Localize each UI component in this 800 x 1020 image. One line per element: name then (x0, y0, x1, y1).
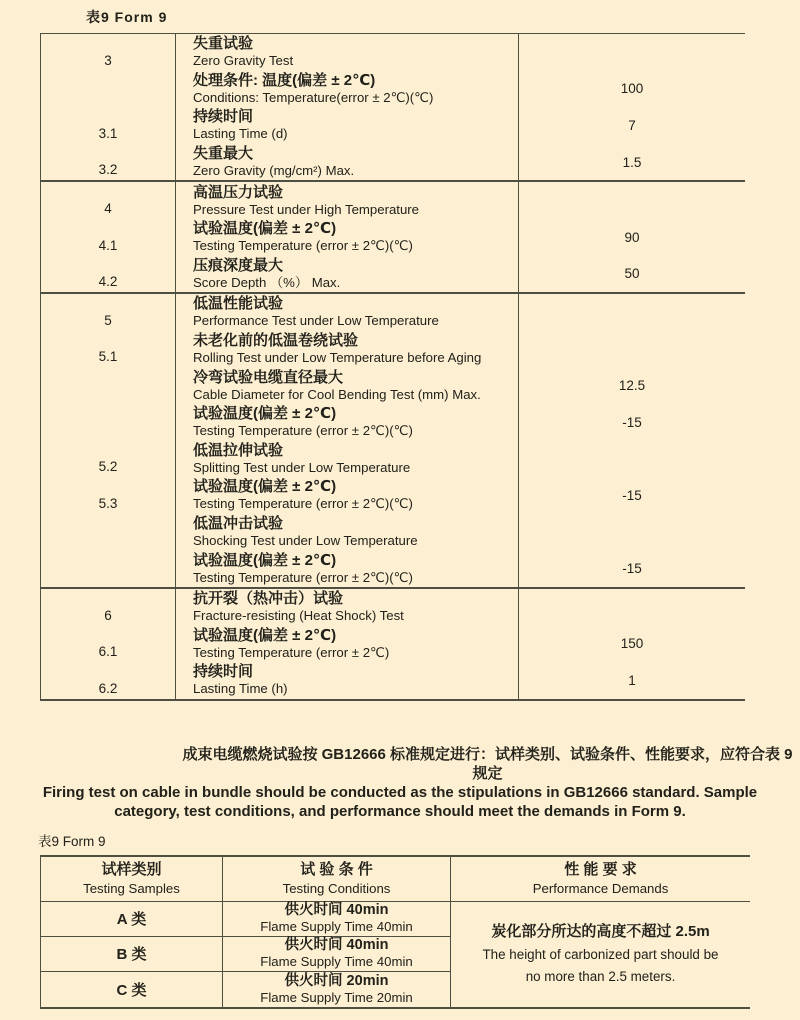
table-row (41, 404, 745, 441)
header-zh: 性 能 要 求 (564, 861, 637, 879)
table-row (41, 256, 745, 293)
form9-top-title: 表9 Form 9 (86, 9, 168, 25)
test-desc (176, 71, 519, 108)
firing-test-note-zh: 成束电缆燃烧试验按 GB12666 标准规定进行：试样类别、试验条件、性能要求，应符合表 9 规定 (182, 745, 793, 782)
firing-test-note-en-line1: Firing test on cable in bundle should be conducted as the stipulations in GB12666 standard. Sample (42, 783, 758, 801)
test-desc (176, 107, 519, 144)
table-row (41, 662, 745, 699)
row-value (519, 182, 745, 219)
table-row (41, 144, 745, 181)
row-value: 1 (628, 672, 636, 688)
test-desc (176, 589, 519, 626)
test-desc (176, 550, 519, 587)
form9-lower-title: 表9 Form 9 (38, 833, 106, 849)
table-row (41, 972, 451, 1007)
condition-cell (223, 937, 451, 971)
test-requirements-table (40, 33, 745, 701)
condition-zh: 供火时间 20min (284, 972, 389, 989)
row-value (519, 441, 745, 478)
row-value: 90 (624, 229, 640, 245)
test-desc-zh: 低温性能试验 (193, 295, 284, 313)
condition-zh: 供火时间 40min (284, 902, 389, 919)
row-value: 100 (620, 81, 644, 97)
table-row (41, 902, 451, 937)
row-value (519, 514, 745, 551)
header-en: Testing Conditions (282, 881, 391, 897)
row-number: 3.2 (41, 144, 176, 181)
test-desc (176, 331, 519, 368)
row-number: 5.2 (41, 441, 176, 478)
firing-test-note (0, 745, 800, 821)
table-row (41, 182, 745, 219)
test-desc-zh: 未老化前的低温卷绕试验 (193, 332, 359, 350)
row-number: 3 (41, 34, 176, 71)
condition-en: Flame Supply Time 40min (260, 919, 413, 935)
sample-class-cell: A 类 (41, 902, 223, 936)
test-desc-zh: 失重最大 (193, 145, 254, 163)
sample-condition-rows (41, 902, 451, 1007)
test-desc-en: Conditions: Temperature(error ± 2℃)(℃) (193, 89, 434, 105)
table-row (41, 550, 745, 587)
row-number: 5.3 (41, 477, 176, 514)
row-number: 5 (41, 294, 176, 331)
row-value: 12.5 (618, 378, 646, 394)
test-desc (176, 404, 519, 441)
test-desc (176, 514, 519, 551)
table-row (41, 589, 745, 626)
test-desc-en: Cable Diameter for Cool Bending Test (mm) Max. (193, 386, 481, 402)
test-desc-en: Zero Gravity (mg/cm²) Max. (193, 163, 355, 179)
table-row (41, 937, 451, 972)
row-value (519, 589, 745, 626)
header-zh: 试 验 条 件 (300, 861, 373, 879)
row-value (519, 34, 745, 71)
table-row (41, 367, 745, 404)
row-number (41, 367, 176, 404)
header-testing-conditions (223, 857, 451, 901)
row-value: 7 (628, 117, 636, 133)
table-row (41, 34, 745, 71)
test-desc-en: Zero Gravity Test (193, 53, 294, 69)
test-desc-zh: 试验温度(偏差 ± 2℃) (193, 405, 337, 423)
row-number (41, 404, 176, 441)
test-desc-en: Testing Temperature (error ± 2℃) (193, 644, 390, 660)
table-section-4 (41, 182, 745, 294)
test-desc-en: Testing Temperature (error ± 2℃)(℃) (193, 238, 413, 254)
test-desc-zh: 试验温度(偏差 ± 2℃) (193, 626, 337, 644)
performance-zh: 炭化部分所达的高度不超过 2.5m (491, 923, 710, 941)
row-value (519, 331, 745, 368)
test-desc (176, 256, 519, 293)
test-desc-zh: 试验温度(偏差 ± 2℃) (193, 478, 337, 496)
row-value: -15 (622, 487, 642, 503)
row-number (41, 71, 176, 108)
table-row (41, 441, 745, 478)
table-row (41, 107, 745, 144)
test-desc-en: Testing Temperature (error ± 2℃)(℃) (193, 496, 413, 512)
row-number: 6.1 (41, 626, 176, 663)
test-desc (176, 34, 519, 71)
test-desc (176, 367, 519, 404)
row-value: 50 (624, 266, 640, 282)
performance-en-line2: no more than 2.5 meters. (525, 969, 676, 985)
firing-test-table-body (41, 902, 750, 1007)
table-row (41, 331, 745, 368)
test-desc-zh: 高温压力试验 (193, 183, 284, 201)
test-desc-en: Fracture-resisting (Heat Shock) Test (193, 608, 404, 624)
row-value: -15 (622, 414, 642, 430)
condition-cell (223, 972, 451, 1007)
row-value (519, 294, 745, 331)
test-desc-en: Rolling Test under Low Temperature before Aging (193, 350, 482, 366)
row-number: 4 (41, 182, 176, 219)
sample-class-cell: C 类 (41, 972, 223, 1007)
row-value: 1.5 (622, 154, 642, 170)
test-desc-en: Lasting Time (d) (193, 126, 288, 142)
test-desc-en: Performance Test under Low Temperature (193, 313, 439, 329)
table-section-5 (41, 294, 745, 589)
condition-cell (223, 902, 451, 936)
row-number: 6.2 (41, 662, 176, 699)
header-en: Testing Samples (83, 881, 180, 897)
header-en: Performance Demands (532, 881, 669, 897)
test-desc-zh: 压痕深度最大 (193, 256, 284, 274)
test-desc-en: Testing Temperature (error ± 2℃)(℃) (193, 423, 413, 439)
table-section-3 (41, 34, 745, 182)
test-desc-zh: 处理条件: 温度(偏差 ± 2℃) (193, 71, 376, 89)
row-value: -15 (622, 561, 642, 577)
test-desc (176, 662, 519, 699)
table-row (41, 294, 745, 331)
row-value: 150 (620, 636, 644, 652)
test-desc-zh: 持续时间 (193, 108, 254, 126)
test-desc-zh: 持续时间 (193, 663, 254, 681)
table-row (41, 626, 745, 663)
firing-test-table (40, 855, 750, 1009)
row-number: 4.2 (41, 256, 176, 293)
test-desc-en: Splitting Test under Low Temperature (193, 459, 411, 475)
header-zh: 试样类别 (101, 861, 162, 879)
test-desc-en: Lasting Time (h) (193, 681, 288, 697)
row-number: 4.1 (41, 219, 176, 256)
table-row (41, 477, 745, 514)
header-testing-samples (41, 857, 223, 901)
test-desc-zh: 低温冲击试验 (193, 515, 284, 533)
test-desc-zh: 冷弯试验电缆直径最大 (193, 368, 344, 386)
table-row (41, 514, 745, 551)
sample-class-cell: B 类 (41, 937, 223, 971)
table-row (41, 71, 745, 108)
row-number: 5.1 (41, 331, 176, 368)
table-section-6 (41, 589, 745, 701)
test-desc (176, 219, 519, 256)
header-performance-demands (451, 857, 750, 901)
performance-en-line1: The height of carbonized part should be (482, 947, 719, 963)
firing-test-note-en-line2: category, test conditions, and performance should meet the demands in Form 9. (114, 802, 686, 820)
row-number: 6 (41, 589, 176, 626)
test-desc (176, 182, 519, 219)
firing-test-table-header (41, 857, 750, 902)
condition-en: Flame Supply Time 40min (260, 954, 413, 970)
test-desc-zh: 试验温度(偏差 ± 2℃) (193, 220, 337, 238)
test-desc-zh: 抗开裂（热冲击）试验 (193, 590, 344, 608)
test-desc-zh: 试验温度(偏差 ± 2℃) (193, 551, 337, 569)
test-desc-en: Shocking Test under Low Temperature (193, 533, 418, 549)
test-desc (176, 144, 519, 181)
test-desc-en: Score Depth （%） Max. (193, 274, 341, 290)
row-number: 3.1 (41, 107, 176, 144)
test-desc-zh: 低温拉伸试验 (193, 441, 284, 459)
test-desc (176, 477, 519, 514)
condition-en: Flame Supply Time 20min (260, 989, 413, 1005)
condition-zh: 供火时间 40min (284, 937, 389, 954)
test-desc (176, 441, 519, 478)
test-desc (176, 294, 519, 331)
row-number (41, 514, 176, 551)
row-number (41, 550, 176, 587)
test-desc-en: Testing Temperature (error ± 2℃)(℃) (193, 569, 413, 585)
test-desc (176, 626, 519, 663)
test-desc-en: Pressure Test under High Temperature (193, 201, 420, 217)
performance-cell (451, 902, 750, 1007)
table-row (41, 219, 745, 256)
test-desc-zh: 失重试验 (193, 35, 254, 53)
